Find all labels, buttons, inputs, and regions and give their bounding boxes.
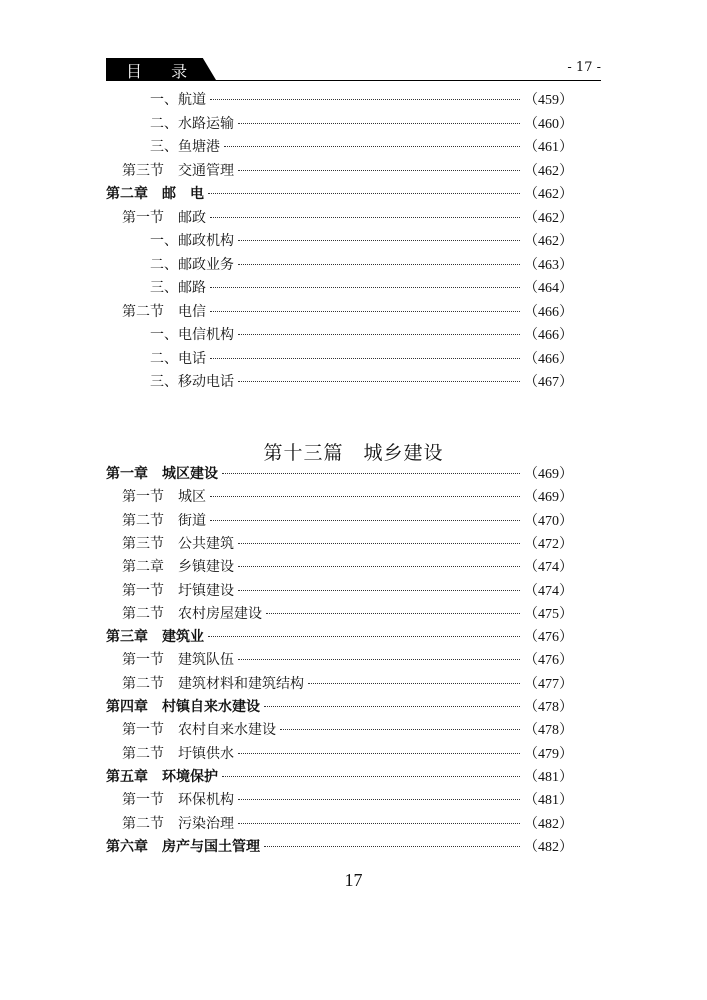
dot-leader [238, 240, 520, 241]
toc-entry-number: 第二节 [122, 675, 164, 692]
toc-entry-number: 第三章 [106, 629, 148, 646]
toc-entry-page: （474） [524, 583, 573, 599]
toc-entry-title: 邮 电 [162, 186, 204, 202]
toc-entry-title: 农村房屋建设 [178, 605, 262, 622]
toc-entry-title: 电信机构 [178, 327, 234, 343]
dot-leader [238, 659, 520, 660]
toc-entry-title: 建筑业 [162, 629, 204, 646]
toc-entry-number: 第二节 [122, 745, 164, 762]
dot-leader [238, 799, 520, 800]
toc-entry-number: 第一节 [122, 582, 164, 599]
toc-header-label: 目 录 [126, 62, 200, 81]
toc-entry-page: （474） [524, 560, 573, 576]
toc-entry[interactable] [106, 113, 573, 135]
toc-entry-title: 乡镇建设 [178, 559, 234, 576]
toc-entry-page: （464） [524, 281, 573, 296]
toc-entry[interactable] [106, 743, 573, 765]
dot-leader [238, 823, 520, 824]
toc-entry-page: （478） [524, 700, 573, 715]
toc-entry-number: 第二章 [122, 559, 164, 576]
toc-entry[interactable] [106, 207, 573, 229]
dot-leader [264, 706, 520, 707]
toc-entry-number: 第六章 [106, 838, 148, 855]
dot-leader [238, 170, 520, 171]
toc-entry-title: 公共建筑 [178, 535, 234, 552]
toc-entry-page: （459） [524, 93, 573, 108]
toc-entry-title: 鱼塘港 [178, 139, 220, 155]
dot-leader [266, 613, 520, 614]
toc-entry-page: （466） [524, 351, 573, 367]
toc-entry-number: 第一章 [106, 466, 148, 482]
toc-entry-title: 移动电话 [178, 374, 234, 390]
toc-entry-number: 第二节 [122, 512, 164, 529]
dot-leader [238, 543, 520, 544]
toc-entry-title: 邮路 [178, 280, 206, 296]
toc-entry-title: 农村自来水建设 [178, 722, 276, 739]
dot-leader [238, 123, 520, 124]
toc-entry-title: 街道 [178, 512, 206, 529]
dot-leader [210, 99, 520, 100]
toc-entry[interactable] [106, 301, 573, 323]
dot-leader [210, 217, 520, 218]
dot-leader [210, 358, 520, 359]
toc-entry[interactable] [106, 603, 573, 625]
toc-entry-title: 环境保护 [162, 768, 218, 785]
toc-entry-page: （482） [524, 839, 573, 855]
toc-entry-number: 第一节 [122, 652, 164, 669]
toc-entry-page: （461） [524, 140, 573, 155]
toc-entry-number: 二、 [150, 115, 178, 132]
toc-entry-page: （479） [524, 746, 573, 762]
dot-leader [224, 146, 520, 147]
toc-entry-number: 二、 [150, 350, 178, 367]
toc-entry[interactable] [106, 789, 573, 811]
toc-entry-page: （462） [524, 210, 573, 226]
toc-entry-number: 第五章 [106, 768, 148, 785]
toc-entry-page: （462） [524, 234, 573, 249]
toc-entry-title: 航道 [178, 92, 206, 108]
toc-entry[interactable] [106, 160, 573, 182]
toc-entry-number: 一、 [150, 92, 178, 108]
toc-entry-page: （466） [524, 328, 573, 343]
toc-entry[interactable] [106, 324, 573, 346]
dot-leader [222, 473, 520, 474]
toc-entry-page: （462） [524, 163, 573, 179]
toc-entry-page: （477） [524, 676, 573, 692]
toc-entry-page: （482） [524, 816, 573, 832]
toc-entry-page: （481） [524, 793, 573, 809]
toc-entry[interactable] [106, 510, 573, 532]
toc-entry[interactable] [106, 626, 573, 648]
toc-entry-number: 第一节 [122, 722, 164, 739]
dot-leader [208, 636, 520, 637]
toc-entry-page: （469） [524, 467, 573, 482]
toc-entry-title: 环保机构 [178, 792, 234, 809]
toc-entry-page: （481） [524, 769, 573, 785]
toc-entry-page: （476） [524, 630, 573, 646]
toc-entry-page: （470） [524, 513, 573, 529]
toc-entry-title: 水路运输 [178, 115, 234, 132]
running-page-number: - 17 - [567, 60, 601, 75]
toc-entry-page: （463） [524, 257, 573, 273]
dot-leader [238, 566, 520, 567]
toc-entry[interactable] [106, 580, 573, 602]
toc-entry-title: 电话 [178, 350, 206, 367]
toc-entry-number: 第二章 [106, 186, 148, 202]
toc-entry-title: 城区建设 [162, 466, 218, 482]
dot-leader [222, 776, 520, 777]
toc-entry-number: 第一节 [122, 792, 164, 809]
toc-entry-number: 三、 [150, 139, 178, 155]
toc-entry[interactable] [106, 348, 573, 370]
toc-entry[interactable] [106, 371, 573, 393]
toc-entry-number: 第三节 [122, 535, 164, 552]
toc-entry-title: 邮政业务 [178, 256, 234, 273]
toc-entry-page: （462） [524, 187, 573, 202]
toc-entry[interactable] [106, 696, 573, 718]
toc-entry[interactable] [106, 813, 573, 835]
dot-leader [238, 334, 520, 335]
toc-entry-page: （467） [524, 375, 573, 390]
toc-entry-number: 二、 [150, 256, 178, 273]
part-title: 第十三篇 城乡建设 [263, 442, 444, 464]
toc-entry[interactable] [106, 556, 573, 578]
toc-entry-number: 第二节 [122, 815, 164, 832]
toc-entry-page: （469） [524, 490, 573, 506]
toc-entry[interactable] [106, 183, 573, 205]
toc-entry[interactable] [106, 230, 573, 252]
toc-entry-number: 第一节 [122, 489, 164, 506]
toc-entry-number: 一、 [150, 233, 178, 249]
dot-leader [264, 846, 520, 847]
toc-entry-page: （460） [524, 116, 573, 132]
dot-leader [238, 590, 520, 591]
dot-leader [210, 496, 520, 497]
toc-entry-title: 房产与国土管理 [162, 838, 260, 855]
dot-leader [238, 381, 520, 382]
toc-entry[interactable] [106, 836, 573, 858]
toc-entry-number: 第三节 [122, 162, 164, 179]
toc-entry-title: 邮政机构 [178, 233, 234, 249]
toc-entry-title: 交通管理 [178, 162, 234, 179]
toc-entry[interactable] [106, 649, 573, 671]
dot-leader [238, 264, 520, 265]
toc-entry-number: 三、 [150, 374, 178, 390]
toc-entry[interactable] [106, 673, 573, 695]
toc-entry-title: 污染治理 [178, 815, 234, 832]
toc-entry-page: （472） [524, 536, 573, 552]
toc-entry-title: 电信 [178, 303, 206, 320]
toc-entry-number: 三、 [150, 280, 178, 296]
toc-entry[interactable] [106, 766, 573, 788]
dot-leader [210, 287, 520, 288]
toc-entry-page: （475） [524, 606, 573, 622]
toc-entry-title: 建筑队伍 [178, 652, 234, 669]
running-header [106, 58, 601, 82]
dot-leader [280, 729, 520, 730]
toc-entry-title: 村镇自来水建设 [162, 699, 260, 715]
dot-leader [238, 753, 520, 754]
toc-entry-number: 一、 [150, 327, 178, 343]
toc-entry[interactable] [106, 486, 573, 508]
toc-entry-title: 邮政 [178, 209, 206, 226]
toc-entry[interactable] [106, 533, 573, 555]
toc-entry-title: 建筑材料和建筑结构 [178, 675, 304, 692]
toc-entry-number: 第二节 [122, 605, 164, 622]
toc-entry[interactable] [106, 89, 573, 111]
toc-entry[interactable] [106, 136, 573, 158]
toc-entry[interactable] [106, 277, 573, 299]
dot-leader [210, 520, 520, 521]
toc-entry-title: 圩镇供水 [178, 745, 234, 762]
dot-leader [208, 193, 520, 194]
toc-entry[interactable] [106, 719, 573, 741]
toc-entry-title: 圩镇建设 [178, 582, 234, 599]
header-rule [106, 80, 601, 81]
toc-entry[interactable] [106, 463, 573, 485]
dot-leader [308, 683, 520, 684]
dot-leader [210, 311, 520, 312]
toc-entry-number: 第一节 [122, 209, 164, 226]
toc-entry-title: 城区 [178, 489, 206, 506]
toc-entry-page: （478） [524, 723, 573, 739]
toc-entry[interactable] [106, 254, 573, 276]
toc-entry-page: （476） [524, 653, 573, 669]
toc-entry-page: （466） [524, 304, 573, 320]
toc-entry-number: 第二节 [122, 303, 164, 320]
toc-entry-number: 第四章 [106, 699, 148, 715]
page-number: 17 [344, 870, 363, 890]
